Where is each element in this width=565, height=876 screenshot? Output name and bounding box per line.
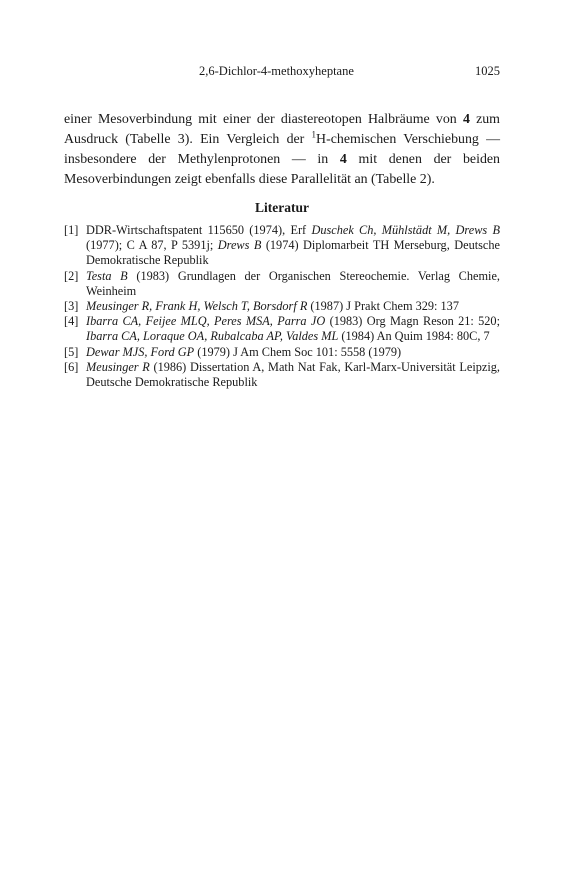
reference-authors: Meusinger R, Frank H, Welsch T, Borsdorf R bbox=[86, 299, 308, 314]
reference-text bbox=[86, 345, 500, 360]
reference-number: [4] bbox=[64, 314, 79, 329]
reference-number: [2] bbox=[64, 268, 79, 283]
page-number: 1025 bbox=[475, 64, 500, 78]
reference-text bbox=[86, 269, 500, 299]
reference-authors: Drews B bbox=[217, 238, 262, 253]
reference-detail: (1983) Org Magn Reson 21: 520; bbox=[325, 314, 500, 329]
compound-number: 4 bbox=[339, 152, 347, 167]
reference-detail: (1984) An Quim 1984: 80C, 7 bbox=[338, 329, 490, 344]
paragraph bbox=[64, 110, 500, 190]
compound-number: 4 bbox=[462, 112, 470, 127]
reference-authors: Dewar MJS, Ford GP bbox=[86, 344, 195, 359]
reference-authors: Duschek Ch, Mühlstädt M, Drews B bbox=[311, 223, 500, 237]
reference-detail: DDR-Wirtschaftspatent 115650 (1974), Erf bbox=[86, 223, 312, 237]
reference-detail: (1979) J Am Chem Soc 101: 5558 (1979) bbox=[194, 344, 402, 359]
reference-authors: Testa B bbox=[86, 268, 128, 283]
reference-text bbox=[86, 314, 500, 344]
reference-authors: Meusinger R bbox=[86, 359, 150, 374]
reference-item bbox=[64, 223, 500, 269]
running-head bbox=[64, 64, 500, 82]
reference-number: [6] bbox=[64, 359, 79, 374]
body-paragraph bbox=[64, 110, 500, 190]
reference-detail: (1986) Dissertation A, Math Nat Fak, Karl-Marx-Universität Leipzig, Deutsche Demokratische Republik bbox=[86, 359, 500, 390]
running-head-title: 2,6-Dichlor-4-methoxyheptane bbox=[199, 64, 354, 78]
reference-authors: Ibarra CA, Feijee MLQ, Peres MSA, Parra JO bbox=[86, 314, 326, 329]
text-run: zum Ausdruck (Tabelle 3). Ein Vergleich der bbox=[64, 112, 500, 147]
reference-text bbox=[86, 299, 500, 314]
reference-detail: (1983) Grundlagen der Organischen Stereochemie. Verlag Chemie, Weinheim bbox=[86, 268, 500, 298]
reference-text bbox=[86, 360, 500, 390]
references-list bbox=[64, 223, 500, 390]
reference-number: [5] bbox=[64, 344, 79, 359]
reference-item bbox=[64, 345, 500, 360]
reference-detail: (1974) Diplomarbeit TH Merseburg, Deutsche Demokratische Republik bbox=[86, 238, 500, 268]
reference-number: [3] bbox=[64, 299, 79, 314]
text-run: einer Mesoverbindung mit einer der diastereotopen Halbräume von bbox=[64, 112, 463, 127]
reference-detail: (1977); C A 87, P 5391j; bbox=[86, 238, 218, 253]
text-run: mit denen der beiden Mesoverbindungen zeigt ebenfalls diese Parallelität an (Tabelle 2). bbox=[64, 152, 501, 187]
superscript: 1 bbox=[311, 129, 317, 140]
reference-authors: Ibarra CA, Loraque OA, Rubalcaba AP, Valdes ML bbox=[86, 329, 339, 344]
reference-number: [1] bbox=[64, 223, 79, 237]
reference-item bbox=[64, 299, 500, 314]
reference-item bbox=[64, 269, 500, 299]
reference-item bbox=[64, 360, 500, 390]
reference-item bbox=[64, 314, 500, 344]
references-heading: Literatur bbox=[255, 200, 309, 215]
reference-text bbox=[86, 223, 500, 269]
reference-detail: (1987) J Prakt Chem 329: 137 bbox=[307, 299, 459, 314]
text-run: H-chemischen Verschiebung — insbesondere der Methylenprotonen — in bbox=[64, 132, 500, 167]
